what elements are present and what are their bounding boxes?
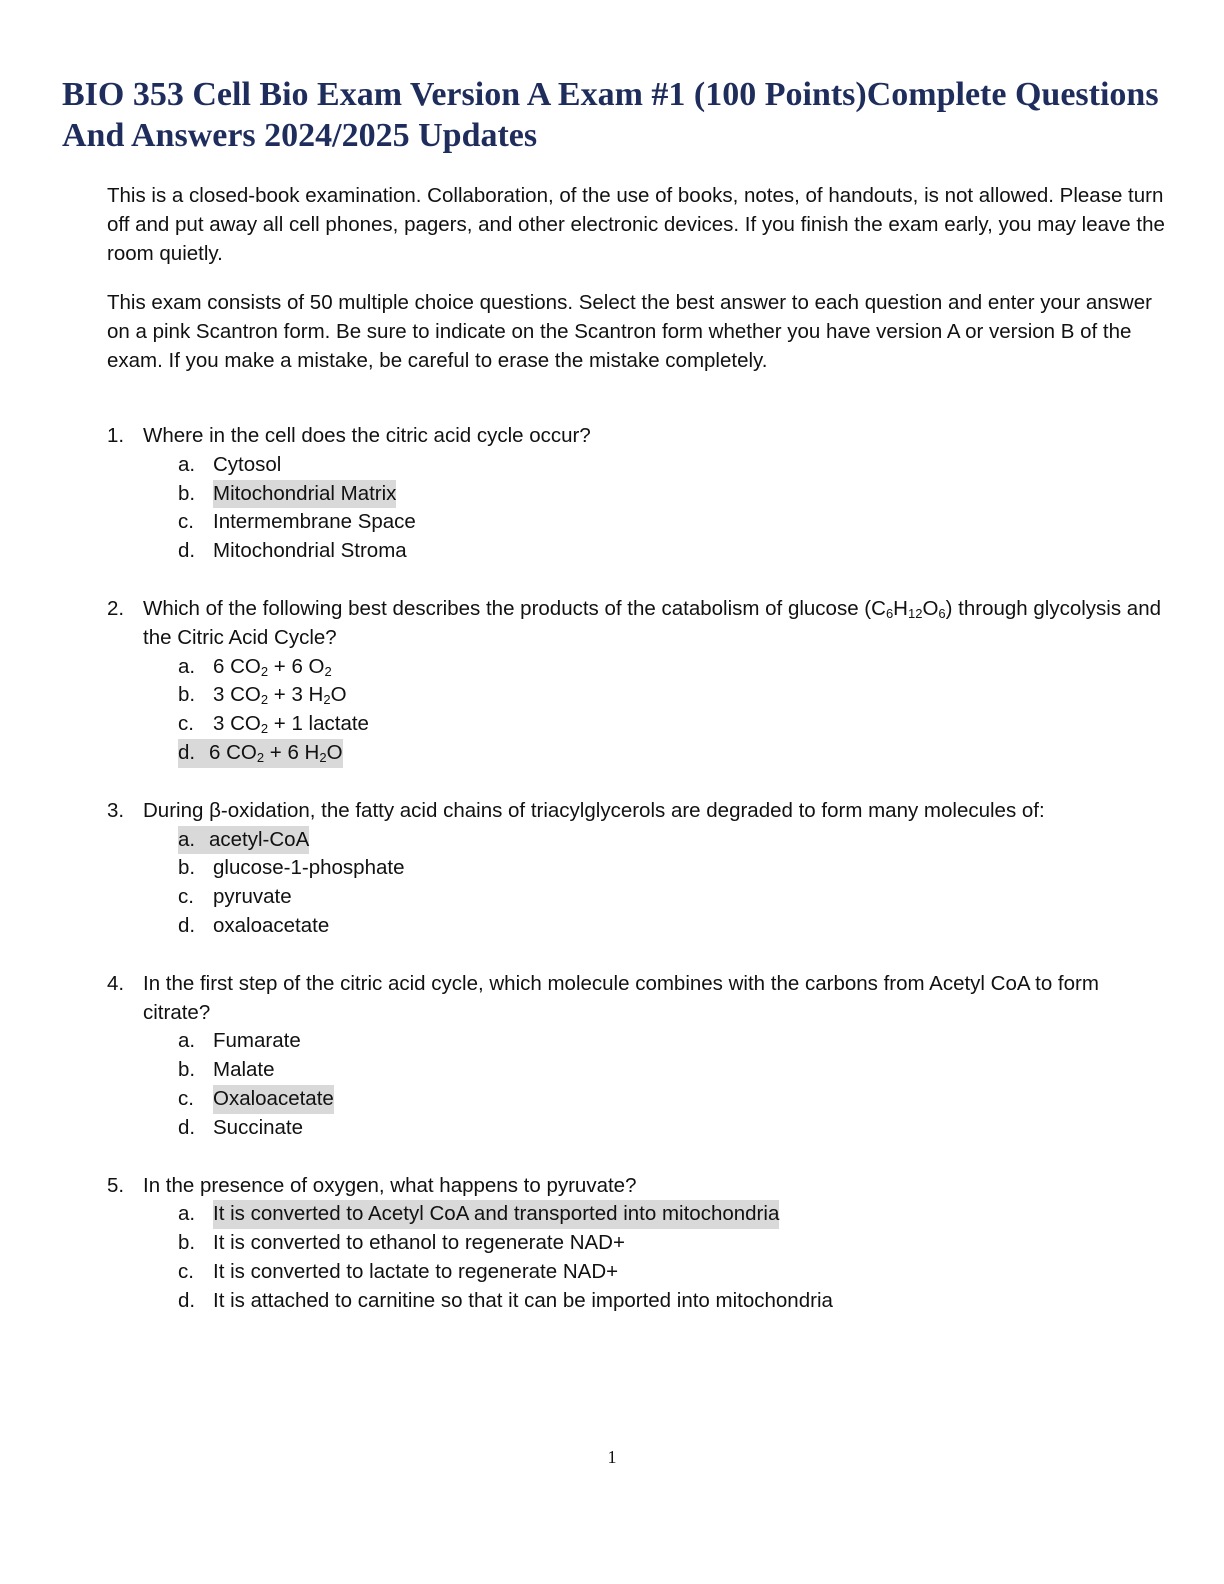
option-text: oxaloacetate [213, 913, 330, 937]
question-number: 2. [107, 596, 125, 620]
highlighted-answer: Mitochondrial Matrix [213, 480, 396, 509]
answer-option-a [107, 1200, 1167, 1229]
option-letter: c. [178, 510, 194, 534]
answer-option-b [107, 480, 1167, 509]
question-text: Which of the following best describes the products of the catabolism of glucose $(C_6H_{12}O_6)$ through glycolysis and the Citric Acid Cycle? [143, 596, 1162, 649]
question-text: During β-oxidation, the fatty acid chains of triacylglycerols are degraded to form many molecules of: [143, 798, 1045, 822]
answer-option-a [107, 1027, 1167, 1056]
option-letter: b. [178, 1231, 196, 1255]
page-number: 1 [607, 1447, 617, 1467]
option-text: Intermembrane Space [213, 510, 416, 534]
option-text: pyruvate [213, 885, 292, 909]
answer-option-b [107, 854, 1167, 883]
option-letter: d. [178, 1288, 196, 1312]
option-letter: a. [178, 1202, 196, 1226]
instructions-paragraph-2: This exam consists of 50 multiple choice questions. Select the best answer to each question and enter your answer on a pink Scantron form. Be sure to indicate on the Scantron form whether you have version A or version B of the exam. If you make a mistake, be careful to erase the mistake completely. [107, 291, 1152, 372]
answer-options [143, 451, 1167, 566]
answer-option-d [107, 1287, 1167, 1316]
answer-option-b [107, 681, 1167, 710]
answer-option-c [107, 1258, 1167, 1287]
highlighted-answer: It is converted to Acetyl CoA and transported into mitochondria [213, 1200, 779, 1229]
answer-option-a [107, 826, 1167, 855]
option-letter: c. [178, 885, 194, 909]
option-letter: b. [178, 1058, 196, 1082]
answer-option-c [107, 508, 1167, 537]
answer-options [143, 1027, 1167, 1142]
answer-option-a [107, 451, 1167, 480]
highlighted-answer: a. acetyl-CoA [178, 826, 309, 855]
option-letter: a. [178, 452, 196, 476]
instructions-paragraph-1: This is a closed-book examination. Collaboration, of the use of books, notes, of handouts, is not allowed. Please turn off and put away all cell phones, pagers, and other electronic devices. If you finish the exam early, you may leave the room quietly. [107, 184, 1165, 265]
option-letter: b. [178, 856, 196, 880]
option-letter: b. [178, 683, 196, 707]
answer-option-c [107, 883, 1167, 912]
question-number: 3. [107, 798, 125, 822]
option-letter: c. [178, 712, 194, 736]
option-text: It is converted to ethanol to regenerate NAD+ [213, 1231, 625, 1255]
question-1 [107, 422, 1167, 566]
option-text: 3 $CO_2 + 1$ lactate [213, 712, 369, 737]
question-4 [107, 970, 1167, 1143]
answer-option-c [107, 710, 1167, 739]
question-number: 4. [107, 971, 125, 995]
answer-option-d [107, 912, 1167, 941]
option-text: 3 $CO_2 + 3$ $H_2O$ [213, 683, 347, 708]
option-text: Mitochondrial Stroma [213, 539, 407, 563]
option-letter: b. [178, 481, 196, 505]
option-text: It is attached to carnitine so that it can be imported into mitochondria [213, 1288, 833, 1312]
option-text: 6 $CO_2 + 6$ $O_2$ [213, 654, 332, 679]
option-text: Succinate [213, 1115, 304, 1139]
question-number: 1. [107, 424, 125, 447]
option-letter: a. [178, 827, 196, 851]
question-3 [107, 797, 1167, 941]
option-letter: a. [178, 1029, 196, 1053]
answer-option-a [107, 653, 1167, 682]
answer-option-d [107, 739, 1167, 768]
question-list [107, 422, 1167, 1316]
answer-option-d [107, 1114, 1167, 1143]
option-letter: d. [178, 539, 196, 563]
option-letter: d. [178, 1115, 196, 1139]
option-text: Cytosol [213, 452, 282, 476]
option-text: It is converted to lactate to regenerate NAD+ [213, 1259, 619, 1283]
highlighted-answer: Oxaloacetate [213, 1085, 334, 1114]
document-title: BIO 353 Cell Bio Exam Version A Exam #1 (100 Points)Complete Questions And Answers 2024/2025 Updates [62, 76, 1159, 154]
option-text: glucose-1-phosphate [213, 856, 405, 880]
answer-option-d [107, 537, 1167, 566]
question-number: 5. [107, 1173, 125, 1197]
question-text: In the first step of the citric acid cycle, which molecule combines with the carbons from Acetyl CoA to form citrate? [143, 971, 1099, 1024]
option-text: Fumarate [213, 1029, 301, 1053]
question-2 [107, 595, 1167, 768]
answer-option-c [107, 1085, 1167, 1114]
option-letter: d. [178, 913, 196, 937]
answer-options [143, 653, 1167, 768]
option-letter: d. [178, 740, 196, 764]
option-letter: a. [178, 654, 196, 678]
option-letter: c. [178, 1259, 194, 1283]
option-text: Malate [213, 1058, 275, 1082]
answer-option-b [107, 1056, 1167, 1085]
answer-option-b [107, 1229, 1167, 1258]
question-text: In the presence of oxygen, what happens to pyruvate? [143, 1173, 637, 1197]
answer-options [143, 1200, 1167, 1315]
answer-options [143, 826, 1167, 941]
question-text: Where in the cell does the citric acid cycle occur? [143, 424, 591, 447]
question-5 [107, 1172, 1167, 1316]
highlighted-answer: d. 6 $CO_2 + 6$ $H_2O$ [178, 739, 343, 768]
option-letter: c. [178, 1086, 194, 1110]
